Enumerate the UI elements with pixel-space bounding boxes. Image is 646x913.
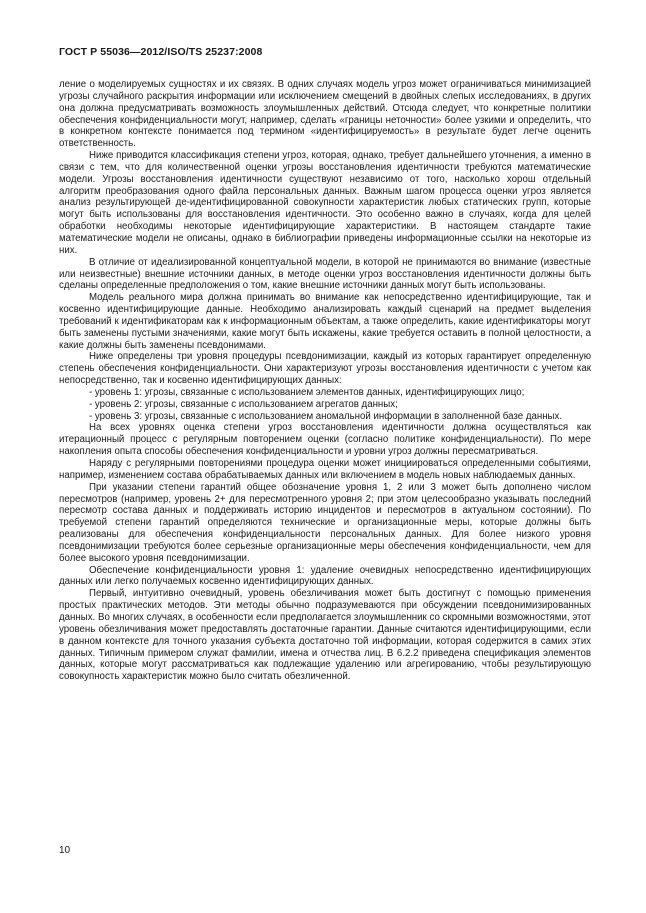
paragraph: Наряду с регулярными повторениями процедура оценки может инициироваться определенными событиями, например, изменением состава обрабатываемых данных или включением в модель новых наблюдаемых данных.	[59, 458, 591, 481]
paragraph: На всех уровнях оценка степени угроз восстановления идентичности должна осуществляться как итерационный процесс с регулярным повторением оценки (согласно политике конфиденциальности). По мере накопления опыта способы обеспечения конфиденциальности и уровни угроз должны пересматриваться.	[59, 422, 591, 458]
paragraph: Первый, интуитивно очевидный, уровень обезличивания может быть достигнут с помощью применения простых практических методов. Эти методы обычно подразумеваются при обсуждении псевдонимизированных данных. Во многих случаях, в особенности если предполагается злоумышленник со скромными возможностями, этот уровень обезличивания может предоставлять достаточные гарантии. Данные считаются идентифицирующими, если в данном контексте для точного указания субъекта достаточно той информации, которая содержится в самих этих данных. Типичным примером служат фамилии, имена и отчества лиц. В 6.2.2 приведена спецификация элементов данных, которые могут рассматриваться как подлежащие удалению или агрегированию, чтобы результирующую совокупность характеристик можно было считать обезличенной.	[59, 588, 591, 683]
paragraph: В отличие от идеализированной концептуальной модели, в которой не принимаются во внимание (известные или неизвестные) внешние источники данных, в методе оценки угроз восстановления идентичности должны быть сделаны определенные предположения о том, какие внешние источники данных могут быть использованы.	[59, 256, 591, 292]
body-text	[59, 79, 591, 683]
paragraph: Ниже приводится классификация степени угроз, которая, однако, требует дальнейшего уточнения, а именно в связи с тем, что для количественной оценки угрозы восстановления идентичности требуются математические модели. Угрозы восстановления идентичности существуют независимо от того, насколько хорош отдельный алгоритм преобразования одного файла персональных данных. Важным шагом процесса оценки угроз является анализ результирующей де-идентифицированной совокупности характеристик любых статических групп, которые могут быть использованы для восстановления идентичности. Это особенно важно в случаях, когда для целей обработки необходимы некоторые идентифицирующие характеристики. В настоящем стандарте такие математические модели не описаны, однако в библиографии приведены информационные ссылки на некоторые из них.	[59, 150, 591, 256]
paragraph: Модель реального мира должна принимать во внимание как непосредственно идентифицирующие, так и косвенно идентифицирующие данные. Необходимо анализировать каждый сценарий на предмет выделения требований к идентификаторам как к информационным объектам, а также определить, какие идентификаторы могут быть заменены пустыми значениями, какие могут быть искажены, какие требуется оставить в полной целостности, а какие должны быть заменены псевдонимами.	[59, 292, 591, 351]
paragraph: ление о моделируемых сущностях и их связях. В одних случаях модель угроз может ограничиваться минимизацией угрозы случайного раскрытия информации или исключением смещений в двойных слепых исследованиях, в других она должна предусматривать возможность злоумышленных действий. Отсюда следует, что конкретные политики обеспечения конфиденциальности могут, например, сделать «границы неточности» более узкими и определить, что в конкретном контексте понимается под термином «идентифицируемость» в результате будет легче оценить ответственность.	[59, 79, 591, 150]
list-item: - уровень 1: угрозы, связанные с использованием элементов данных, идентифицирующих лицо;	[89, 386, 525, 398]
list-item: - уровень 3: угрозы, связанные с использованием аномальной информации в заполненной базе данных.	[89, 410, 563, 422]
page-number: 10	[59, 845, 71, 856]
list-item: - уровень 2: угрозы, связанные с использованием агрегатов данных;	[89, 398, 398, 410]
paragraph: Ниже определены три уровня процедуры псевдонимизации, каждый из которых гарантирует определенную степень обеспечения конфиденциальности. Они характеризуют угрозы восстановления идентичности с учетом как непосредственно, так и косвенно идентифицирующих данных:	[59, 351, 591, 387]
paragraph: Обеспечение конфиденциальности уровня 1: удаление очевидных непосредственно идентифицирующих данных или легко получаемых косвенно идентифицирующих данных.	[59, 564, 591, 588]
page-header: ГОСТ Р 55036—2012/ISO/TS 25237:2008	[59, 46, 263, 58]
paragraph: При указании степени гарантий общее обозначение уровня 1, 2 или 3 может быть дополнено числом пересмотров (например, уровень 2+ для пересмотренного уровня 2; при этом целесообразно указывать последний пересмотр состава данных и поддерживать историю инцидентов и пересмотров в актуальном состоянии). По требуемой степени гарантий определяются технические и организационные меры, которые должны быть реализованы для обеспечения конфиденциальности персональных данных. Для более низкого уровня псевдонимизации требуются более серьезные организационные меры обеспечения конфиденциальности, чем для более высокого уровня псевдонимизации.	[59, 481, 591, 564]
